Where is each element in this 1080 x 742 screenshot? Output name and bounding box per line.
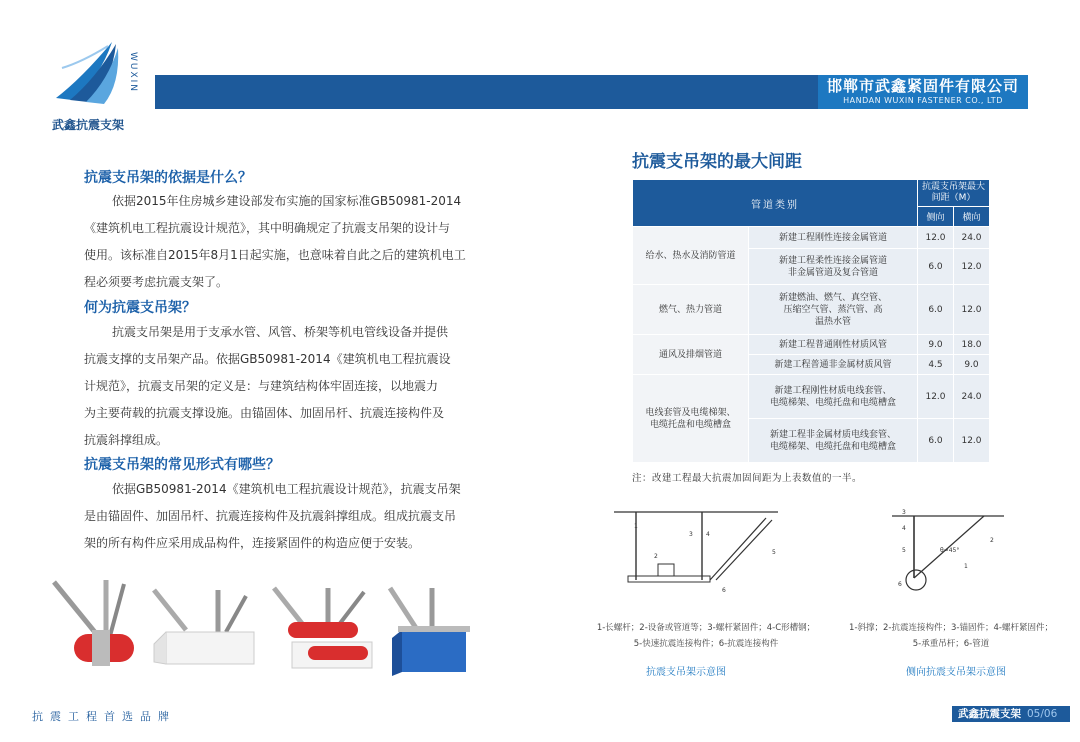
diagram1-caption (596, 620, 816, 652)
caption-line: 5-快速抗震连接构件；6-抗震连接构件 (633, 639, 779, 649)
longitudinal-cell: 12.0 (954, 285, 990, 335)
longitudinal-cell: 9.0 (954, 355, 990, 375)
footer-slogan: 抗震工程首选品牌 (32, 710, 176, 723)
table-note: 注：改建工程最大抗震加固间距为上表数值的一半。 (632, 473, 863, 484)
diagram-label: 5 (902, 547, 906, 554)
page-number: 05/06 (1027, 708, 1058, 720)
logo-side-text: WUXIN (128, 52, 138, 94)
diagram-label: 6 (722, 587, 726, 594)
diagram-seismic-brace (606, 506, 786, 602)
lateral-cell: 12.0 (918, 375, 954, 419)
type-cell: 新建工程柔性连接金属管道 非金属管道及复合管道 (749, 249, 918, 285)
longitudinal-cell: 12.0 (954, 419, 990, 463)
diagram-angle-label: θ=45° (940, 547, 960, 554)
diagram-label: 2 (990, 537, 994, 544)
diagram-label: 2 (654, 553, 658, 560)
category-cell: 给水、热水及消防管道 (633, 227, 749, 285)
type-cell: 新建工程普通刚性材质风管 (749, 335, 918, 355)
paragraph-line: 是由锚固件、加固吊杆、抗震连接构件及抗震斜撑组成。组成抗震支吊 (84, 509, 457, 523)
caption-line: 1-斜撑；2-抗震连接构件；3-锚固件；4-螺杆紧固件； (849, 623, 1053, 633)
category-cell: 燃气、热力管道 (633, 285, 749, 335)
longitudinal-cell: 18.0 (954, 335, 990, 355)
company-logo (52, 38, 132, 110)
diagram2-title: 侧向抗震支吊架示意图 (906, 667, 1006, 678)
lateral-cell: 6.0 (918, 419, 954, 463)
longitudinal-cell: 24.0 (954, 375, 990, 419)
section-title-definition: 何为抗震支吊架？ (84, 300, 196, 316)
company-name-box (818, 75, 1028, 109)
diagram-label: 1 (964, 563, 968, 570)
paragraph-line: 程必须要考虑抗震支架了。 (84, 275, 229, 289)
lateral-cell: 6.0 (918, 249, 954, 285)
diagram-label: 3 (689, 531, 693, 538)
paragraph-line: 使用。该标准自2015年8月1日起实施，也意味着自此之后的建筑机电工 (84, 248, 466, 262)
paragraph-line: 计规范》，抗震支吊架的定义是：与建筑结构体牢固连接，以地震力 (84, 379, 439, 393)
category-cell: 电线套管及电缆梯架、 电缆托盘和电缆槽盒 (633, 375, 749, 463)
diagram-label: 4 (902, 525, 906, 532)
table-row (633, 227, 990, 249)
footer-brand-name: 武鑫抗震支架 (958, 708, 1021, 720)
longitudinal-cell: 12.0 (954, 249, 990, 285)
caption-line: 1-长螺杆；2-设备或管道等；3-螺杆紧固件；4-C形槽钢； (596, 623, 816, 633)
table-row (633, 335, 990, 355)
product-photo-pipe-brace (44, 578, 140, 674)
spacing-table-title: 抗震支吊架的最大间距 (632, 152, 802, 172)
table-header-lateral: 侧向 (918, 207, 954, 227)
table-row (633, 285, 990, 335)
product-photo-tray-brace (146, 588, 258, 672)
lateral-cell: 4.5 (918, 355, 954, 375)
diagram-label: 4 (706, 531, 710, 538)
logo-text: 武鑫抗震支架 (52, 118, 125, 132)
paragraph-line: 依据GB50981-2014《建筑机电工程抗震设计规范》，抗震支吊架 (112, 482, 461, 496)
lateral-cell: 6.0 (918, 285, 954, 335)
paragraph-line: 依据2015年住房城乡建设部发布实施的国家标准GB50981-2014 (112, 194, 462, 208)
type-cell: 新建工程刚性材质电线套管、 电缆梯架、电缆托盘和电缆槽盒 (749, 375, 918, 419)
diagram-label: 3 (902, 509, 906, 516)
footer-brand (952, 706, 1070, 722)
section-body-forms (84, 476, 466, 557)
lateral-cell: 12.0 (918, 227, 954, 249)
lateral-cell: 9.0 (918, 335, 954, 355)
diagram2-caption (846, 620, 1056, 652)
paragraph-line: 为主要荷载的抗震支撑设施。由锚固体、加固吊杆、抗震连接构件及 (84, 406, 445, 420)
paragraph-line: 《建筑机电工程抗震设计规范》，其中明确规定了抗震支吊架的设计与 (84, 221, 451, 235)
caption-line: 5-承重吊杆；6-管道 (912, 639, 990, 649)
section-body-definition (84, 319, 466, 454)
product-photo-duct-brace (386, 586, 472, 682)
type-cell: 新建工程非金属材质电线套管、 电缆梯架、电缆托盘和电缆槽盒 (749, 419, 918, 463)
table-header-spacing: 抗震支吊架最大间距（M） (918, 180, 990, 207)
type-cell: 新建燃油、燃气、真空管、 压缩空气管、蒸汽管、高 温热水管 (749, 285, 918, 335)
type-cell: 新建工程刚性连接金属管道 (749, 227, 918, 249)
diagram1-title: 抗震支吊架示意图 (646, 667, 726, 678)
category-cell: 通风及排烟管道 (633, 335, 749, 375)
diagram-lateral-brace (888, 508, 1008, 604)
company-name-cn: 邯郸市武鑫紧固件有限公司 (826, 77, 1019, 95)
table-header-category: 管道类别 (633, 180, 918, 227)
product-photo-double-pipe (268, 586, 380, 676)
diagram-label: 6 (898, 581, 902, 588)
paragraph-line: 抗震支撑的支吊架产品。依据GB50981-2014《建筑机电工程抗震设 (84, 352, 451, 366)
paragraph-line: 抗震支吊架是用于支承水管、风管、桥架等机电管线设备并提供 (112, 325, 449, 339)
paragraph-line: 抗震斜撑组成。 (84, 433, 169, 447)
diagram-label: 1 (634, 523, 638, 530)
max-spacing-table (632, 179, 990, 463)
paragraph-line: 架的所有构件应采用成品构件，连接紧固件的构造应便于安装。 (84, 536, 421, 550)
table-header-longitudinal: 横向 (954, 207, 990, 227)
longitudinal-cell: 24.0 (954, 227, 990, 249)
section-title-forms: 抗震支吊架的常见形式有哪些？ (84, 457, 280, 473)
table-row (633, 375, 990, 419)
diagram-label: 5 (772, 549, 776, 556)
company-name-en: HANDAN WUXIN FASTENER CO., LTD (843, 96, 1003, 105)
section-title-basis: 抗震支吊架的依据是什么？ (84, 170, 252, 186)
type-cell: 新建工程普通非金属材质风管 (749, 355, 918, 375)
section-body-basis (84, 188, 466, 296)
